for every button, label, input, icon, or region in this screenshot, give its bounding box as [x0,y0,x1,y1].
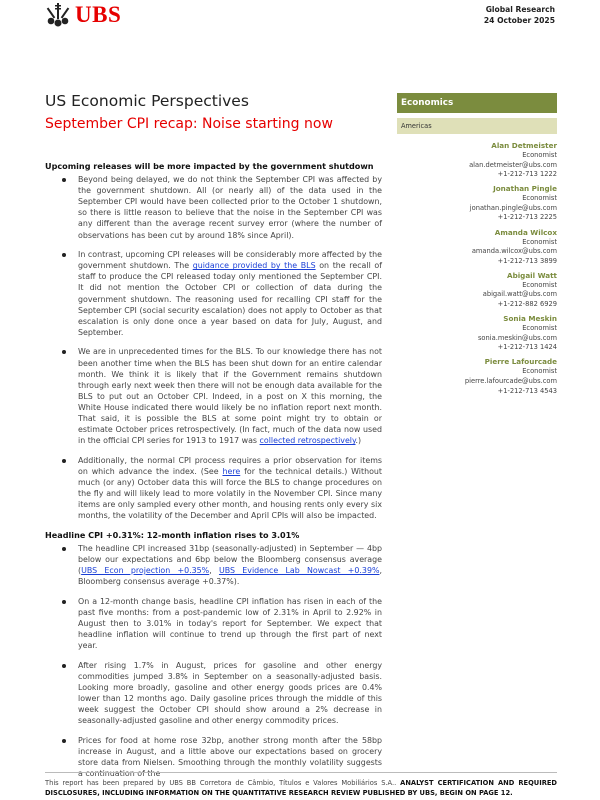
analyst-role: Economist [522,324,557,333]
inline-link[interactable]: here [222,466,241,476]
analyst-role: Economist [522,367,557,376]
analyst-phone: +1-212-882 6929 [497,300,557,309]
report-title: US Economic Perspectives [45,92,249,110]
analyst-name: Pierre Lafourcade [484,357,557,367]
analyst-card [397,314,557,353]
bullet-icon [62,739,66,743]
bullet-text: , Bloomberg consensus average +0.37%). [78,566,382,587]
bullet-text: We are in unprecedented times for the BLS. To our knowledge there has not been another time when the BLS has been shut down for an entire calendar month. We think it is likely that if the Government remains shutdown through early next week then there will not be enough data available for the BLS to put out an October CPI. Indeed, in a post on X this morning, the White House indicated there would likely be no inflation report next month. That said, it is possible the BLS at some point might try to obtain or estimate October prices retrospectively. (In fact, much of the data now used in the official CPI series for 1913 to 1917 was [78,347,382,446]
footer-prefix: This report has been prepared by UBS BB Corretora de Câmbio, Títulos e Valores Mobiliários S.A.. [45,779,401,787]
analyst-phone: +1-212-713 1424 [497,343,557,352]
analyst-card [397,184,557,223]
analyst-name: Alan Detmeister [491,141,557,150]
bullet-item [45,249,382,338]
inline-link[interactable]: UBS Evidence Lab Nowcast +0.39% [218,566,380,576]
bullet-list [45,174,382,521]
analyst-card [397,141,557,180]
analyst-name: Sonia Meskin [503,314,557,324]
analyst-card [397,228,557,267]
analyst-card [397,357,557,396]
bullet-icon [62,178,66,182]
analyst-role: Economist [522,280,557,289]
analyst-email[interactable]: sonia.meskin@ubs.com [477,333,557,342]
bullet-text: for the technical details.) Without much (or any) October data this will force the BLS to change procedures on the fly and will likely lead to more volatily in the November CPI. Since many items are only sampled every other month, and housing rents only every six months, the volatility of the December and April CPIs will also be impacted. [78,466,382,521]
bullet-text: .) [355,436,362,446]
analyst-email[interactable]: abigail.watt@ubs.com [482,290,557,299]
analyst-list [397,141,557,396]
bullet-item [45,346,382,446]
section-heading: Upcoming releases will be more impacted by the government shutdown [45,161,374,171]
inline-link[interactable]: collected retrospectively [259,436,356,446]
bullet-text: Beyond being delayed, we do not think the September CPI was affected by the government shutdown. All (or nearly all) of the data used in the September CPI would have been collected prior to the October 1 shutdown, so there is little reason to believe that the noise in the September CPI was any different than the average recent survey error (where the number of observations has been cut by around 18% since April). [78,175,382,240]
bullet-text: Additionally, the normal CPI process requires a prior observation for items on which advance the index. (See [78,455,382,476]
section-label: Economics [397,93,557,113]
report-subtitle: September CPI recap: Noise starting now [45,116,333,132]
bullet-text: After rising 1.7% in August, prices for gasoline and other energy commodities jumped 3.8% in September on a seasonally-adjusted basis. Looking more broadly, gasoline and other energy goods prices are 0.4% lower than 12 months ago. Daily gasoline prices through the middle of this week suggest the October CPI should show around a 2% decrease in seasonally-adjusted gasoline and other energy commodity prices. [78,660,382,726]
inline-link[interactable]: guidance provided by the BLS [192,261,316,271]
bullet-item [45,543,382,587]
analyst-email[interactable]: jonathan.pingle@ubs.com [469,203,557,212]
analyst-role: Economist [522,151,557,159]
analyst-email[interactable]: alan.detmeister@ubs.com [469,160,557,169]
bullet-text: on the recall of staff to produce the CPI released today only mentioned the September CPI. It did not mention the October CPI or collection of data during the government shutdown. The reasoning used for recalling CPI staff for the September CPI (social security escalation) does not apply to October as that escalation is only done once a year based on data for July, August, and September. [78,261,383,337]
logo-wordmark: UBS [75,2,122,27]
analyst-phone: +1-212-713 2225 [497,213,557,222]
disclosure-footer [45,772,557,798]
report-date: 24 October 2025 [483,15,555,25]
bullet-item [45,596,382,651]
section-heading: Headline CPI +0.31%: 12-month inflation rises to 3.01% [45,529,300,540]
analyst-phone: +1-212-713 3899 [497,256,557,265]
bullet-item [45,455,382,522]
division-label: Global Research [485,5,555,14]
bullet-icon [62,253,66,257]
bullet-text: , [209,566,219,576]
bullet-icon [62,547,66,551]
bullet-text: In contrast, upcoming CPI releases will be considerably more affected by the government shutdown. The [78,250,382,271]
analyst-role: Economist [522,194,557,203]
analyst-phone: +1-212-713 4543 [497,386,557,395]
sidebar [397,93,557,401]
analyst-name: Amanda Wilcox [494,227,557,237]
analyst-card [397,271,557,310]
region-label: Americas [397,118,557,134]
main-content [45,161,382,788]
bullet-icon [62,600,66,604]
bullet-list [45,543,382,779]
bullet-icon [62,664,66,668]
bullet-item [45,660,382,727]
bullet-item [45,174,382,241]
bullet-icon [62,350,66,354]
analyst-email[interactable]: amanda.wilcox@ubs.com [471,247,557,256]
inline-link[interactable]: UBS Econ projection +0.35% [81,566,210,576]
header-meta [484,5,555,26]
analyst-email[interactable]: pierre.lafourcade@ubs.com [464,377,557,385]
analyst-role: Economist [522,237,557,246]
bullet-text: The headline CPI increased 31bp (seasonally-adjusted) in September — 4bp below our expectations and 6bp below the Bloomberg consensus average ( [78,543,382,576]
analyst-name: Jonathan Pingle [493,184,557,194]
footer-disclosure: ANALYST CERTIFICATION AND REQUIRED DISCLOSURES, INCLUDING INFORMATION ON THE QUANTITATIVE RESEARCH REVIEW PUBLISHED BY UBS, BEGIN ON PAGE 12. [45,779,557,797]
analyst-name: Abigail Watt [507,270,557,280]
ubs-logo [45,2,121,28]
ubs-keys-icon [45,2,71,28]
analyst-phone: +1-212-713 1222 [497,170,557,179]
bullet-text: On a 12-month change basis, headline CPI inflation has risen in each of the past five months: from a post-pandemic low of 2.31% in April to 2.92% in August then to 3.01% in today's report for September. We expect that headline inflation will continue to trend up through the first part of next year. [78,596,382,651]
bullet-icon [62,459,66,463]
bullet-text: Prices for food at home rose 32bp, another strong month after the 58bp increase in August, and a little above our expectations based on grocery store data from Nielsen. Smoothing through the monthly volatility suggests a continuation of the [78,735,382,779]
